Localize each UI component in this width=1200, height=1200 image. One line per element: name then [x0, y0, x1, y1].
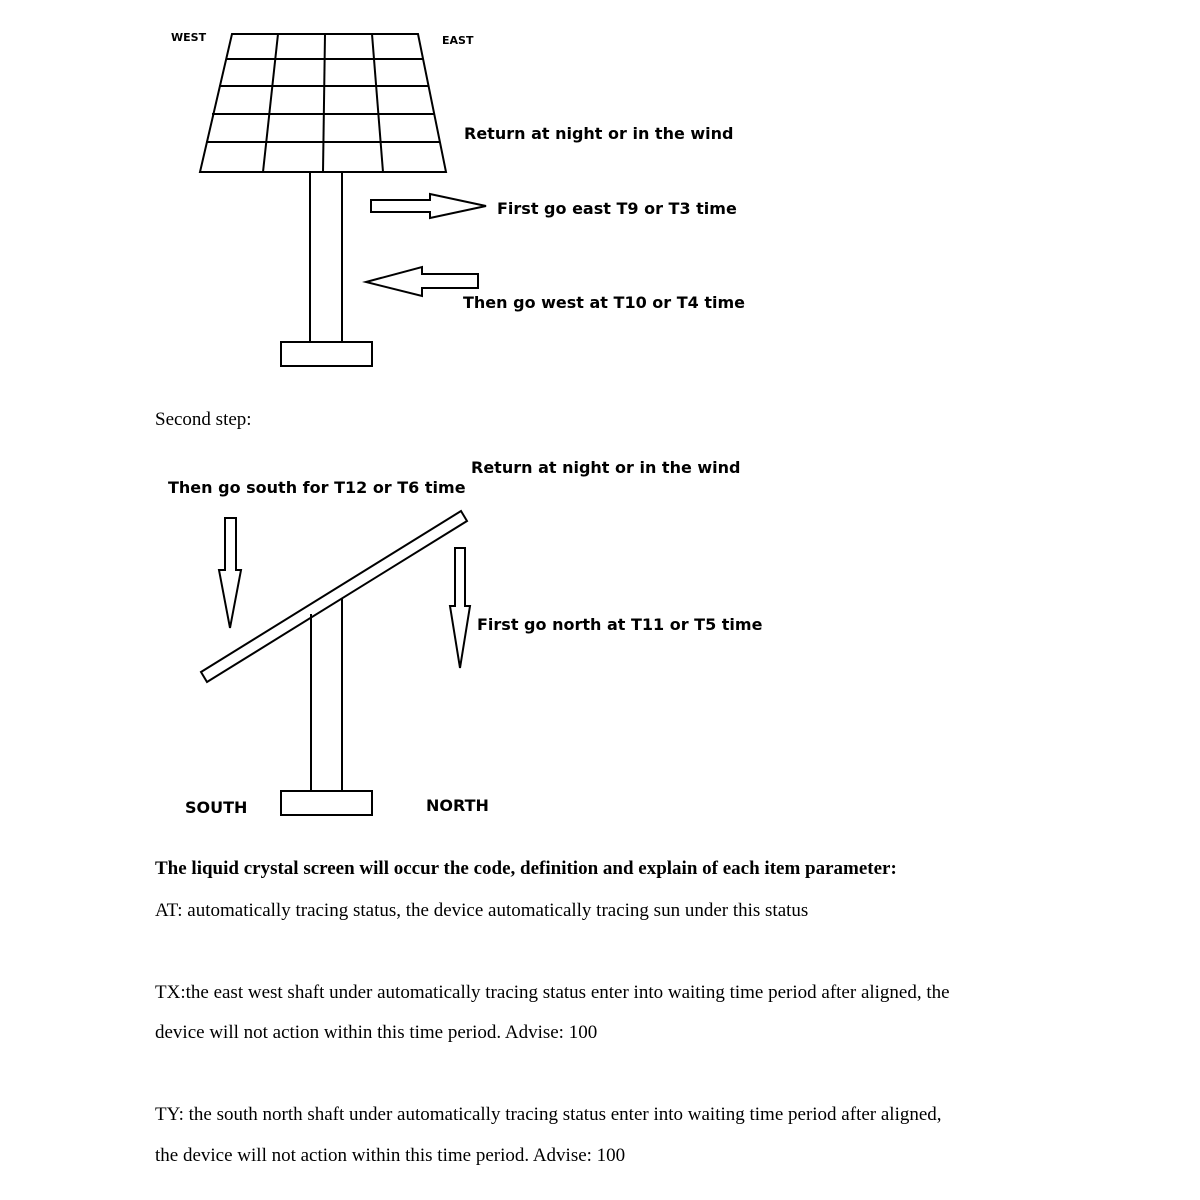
east-label: EAST — [442, 34, 474, 47]
north-arrow-label: First go north at T11 or T5 time — [477, 615, 763, 634]
west-arrow-label: Then go west at T10 or T4 time — [463, 293, 745, 312]
solar-panel-front — [200, 34, 446, 172]
tracker-post-side — [281, 598, 372, 815]
north-arrow — [450, 548, 470, 668]
second-step-heading: Second step: — [155, 409, 252, 430]
west-arrow — [366, 267, 478, 296]
tracker-post — [281, 172, 372, 366]
south-arrow-label: Then go south for T12 or T6 time — [168, 478, 466, 497]
return-label-2: Return at night or in the wind — [471, 458, 741, 477]
at-definition: AT: automatically tracing status, the device automatically tracing sun under this status — [155, 900, 809, 921]
south-arrow — [219, 518, 241, 628]
tx-definition-line1: TX:the east west shaft under automatically tracing status enter into waiting time period after aligned, the — [155, 982, 950, 1003]
definitions-heading: The liquid crystal screen will occur the code, definition and explain of each item parameter: — [155, 858, 897, 879]
east-arrow — [371, 194, 486, 218]
west-label: WEST — [171, 31, 207, 44]
ty-definition-line2: the device will not action within this time period. Advise: 100 — [155, 1145, 626, 1166]
solar-panel-side — [201, 511, 467, 682]
east-arrow-label: First go east T9 or T3 time — [497, 199, 737, 218]
return-label-1: Return at night or in the wind — [464, 124, 734, 143]
tx-definition-line2: device will not action within this time period. Advise: 100 — [155, 1022, 598, 1043]
ty-definition-line1: TY: the south north shaft under automatically tracing status enter into waiting time period after aligned, — [155, 1104, 942, 1125]
south-label: SOUTH — [185, 798, 248, 817]
north-label: NORTH — [426, 796, 489, 815]
